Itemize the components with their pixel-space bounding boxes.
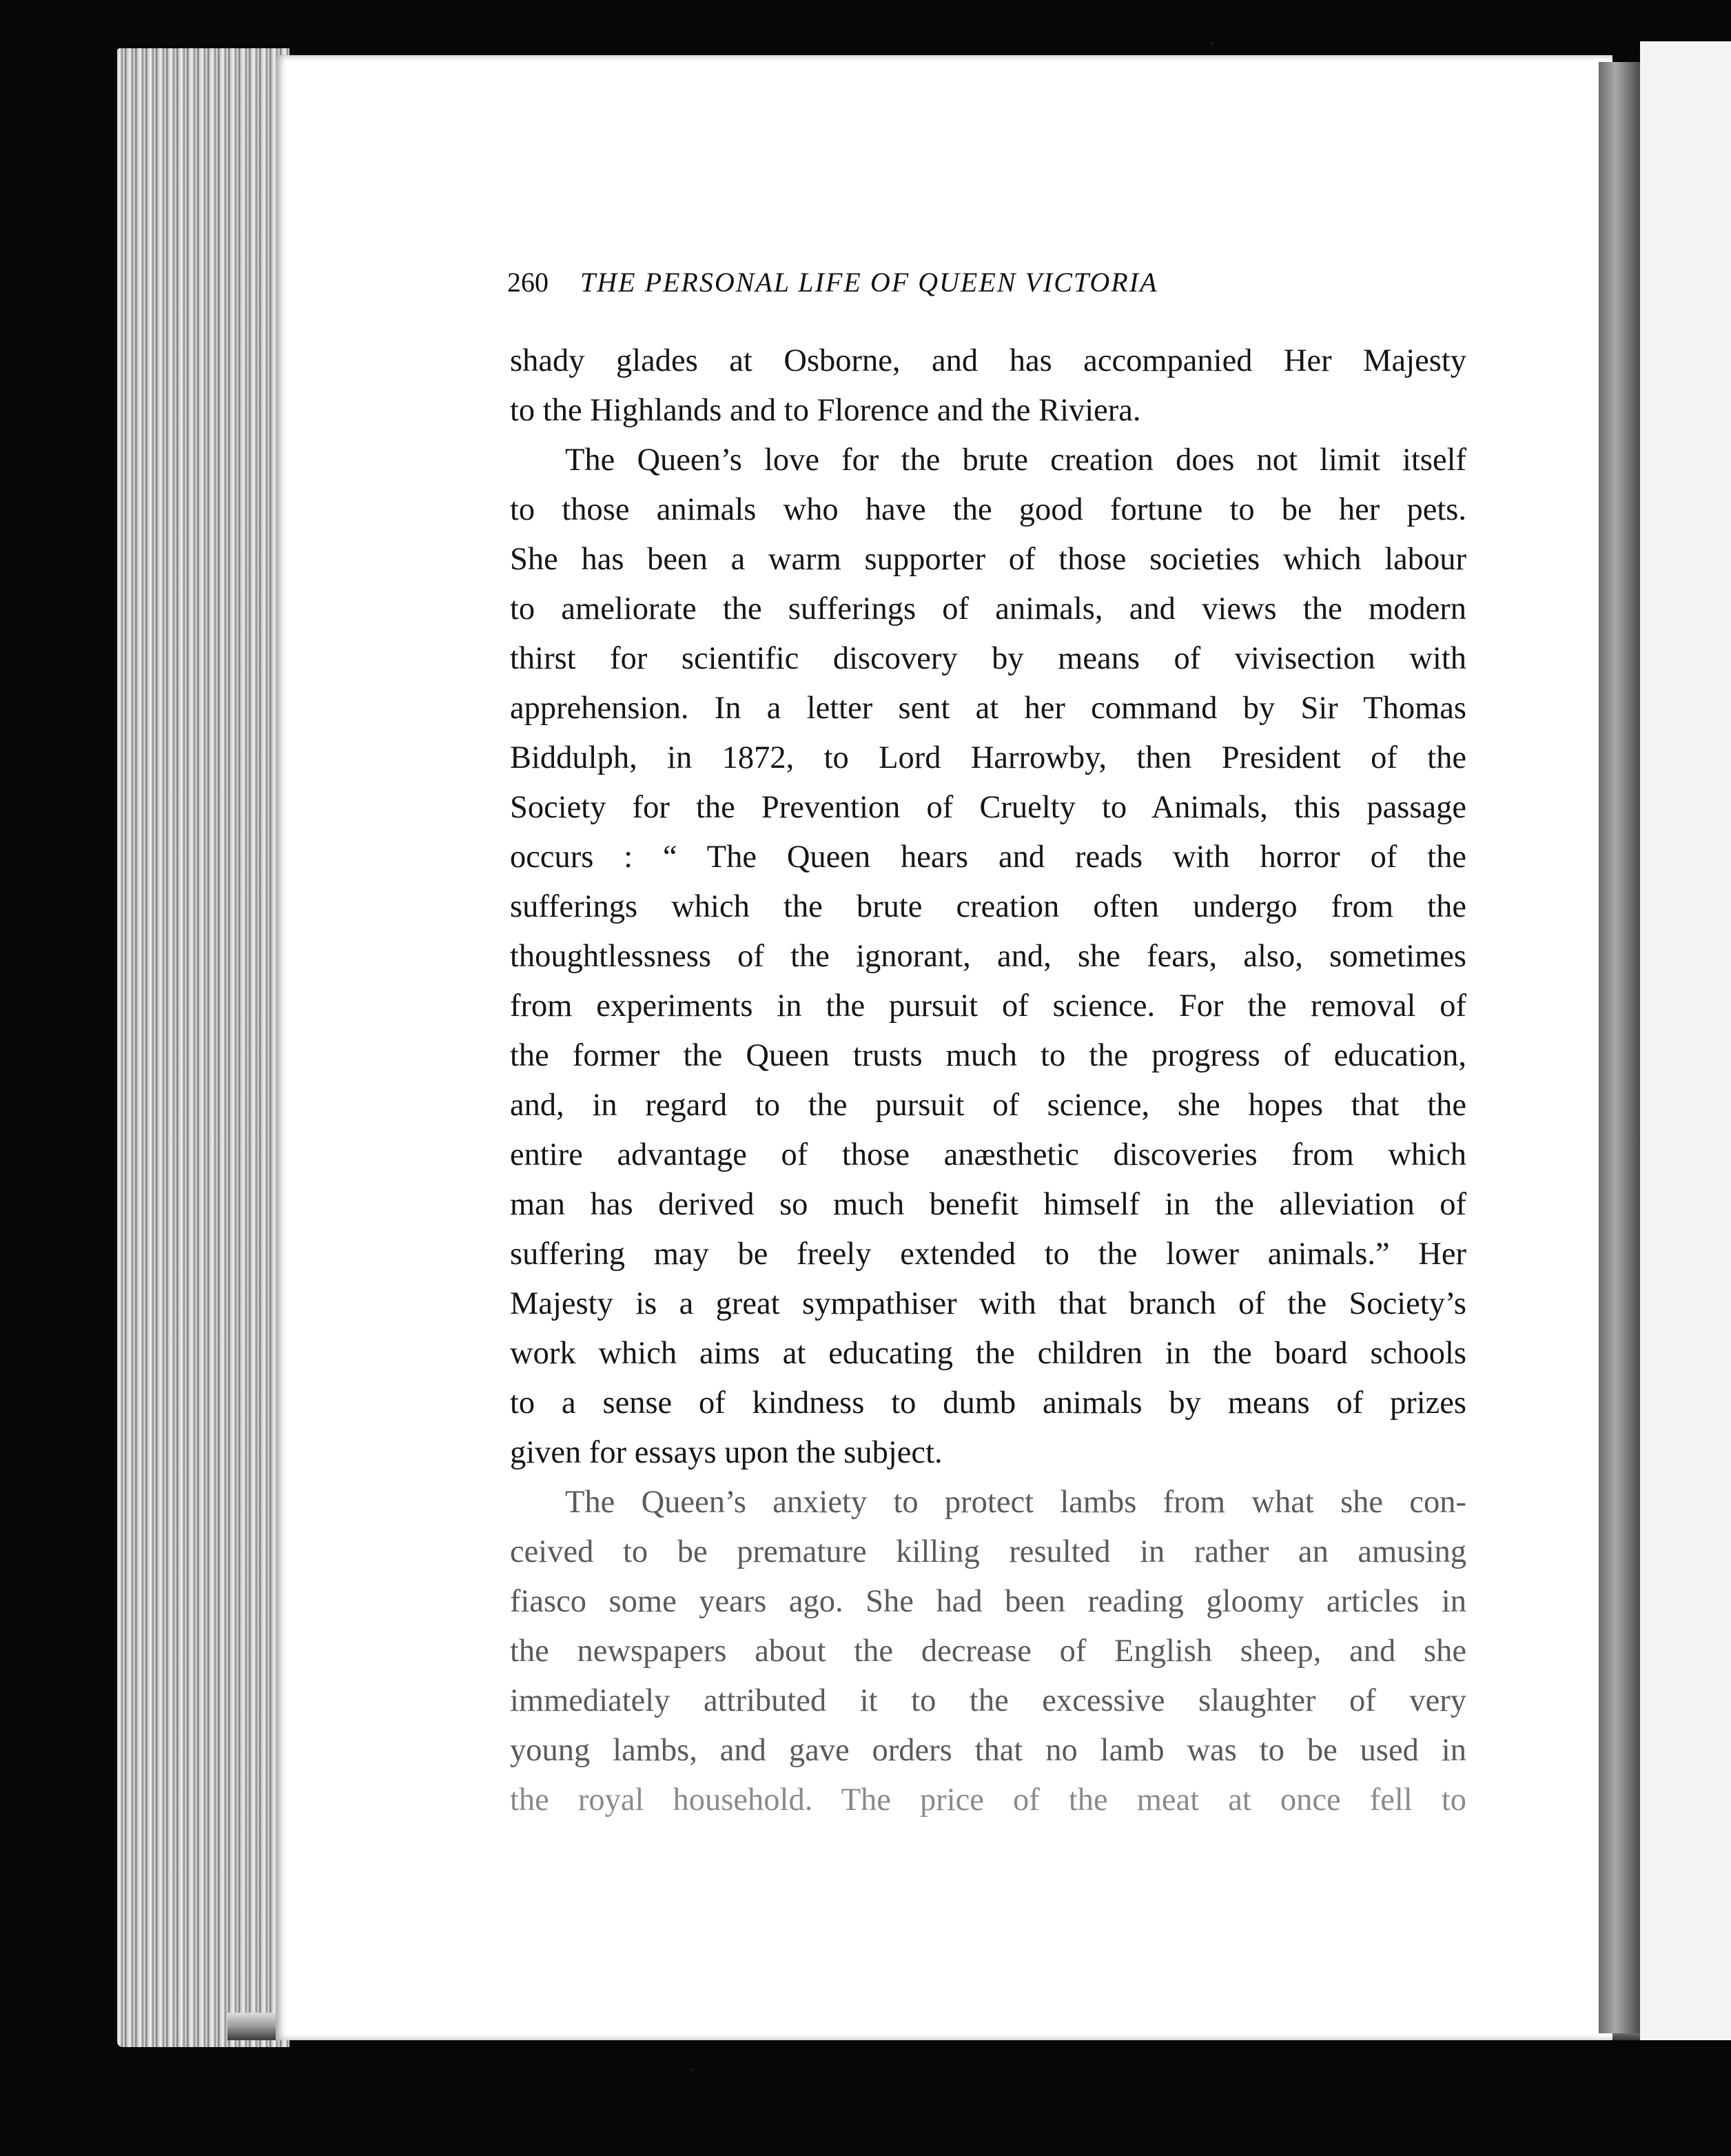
text-line: sufferings which the brute creation often undergo from the [510,889,1466,924]
text-line: occurs : “ The Queen hears and reads with horror of the [510,840,1466,875]
text-line: ceived to be premature killing resulted in rather an amusing [510,1534,1466,1569]
text-line: to ameliorate the sufferings of animals, and views the modern [510,591,1466,627]
text-line: immediately attributed it to the excessive slaughter of very [510,1683,1466,1718]
text-line: The Queen’s love for the brute creation does not limit itself [565,443,1466,478]
text-line: man has derived so much benefit himself in the alleviation of [510,1187,1466,1222]
text-line: the royal household. The price of the meat at once fell to [510,1782,1466,1818]
book-page-edges [117,48,289,2047]
text-line: work which aims at educating the children in the board schools [510,1336,1466,1371]
text-line: to those animals who have the good fortune to be her pets. [510,492,1466,527]
text-line: Society for the Prevention of Cruelty to Animals, this passage [510,790,1466,825]
text-line: fiasco some years ago. She had been reading gloomy articles in [510,1584,1466,1619]
text-line: the newspapers about the decrease of English sheep, and she [510,1634,1466,1669]
text-line: suffering may be freely extended to the lower animals.” Her [510,1237,1466,1272]
running-title: THE PERSONAL LIFE OF QUEEN VICTORIA [580,267,1158,298]
text-line: The Queen’s anxiety to protect lambs from what she con- [565,1485,1466,1520]
text-line: Biddulph, in 1872, to Lord Harrowby, then President of the [510,740,1466,775]
text-line: and, in regard to the pursuit of science, she hopes that the [510,1088,1466,1123]
text-line: from experiments in the pursuit of science. For the removal of [510,988,1466,1024]
book-gutter [1599,62,1640,2033]
text-line: entire advantage of those anæsthetic discoveries from which [510,1137,1466,1172]
text-line: thirst for scientific discovery by means of vivisection with [510,641,1466,676]
text-line: to a sense of kindness to dumb animals by means of prizes [510,1385,1466,1421]
text-line: young lambs, and gave orders that no lamb was to be used in [510,1733,1466,1768]
text-line: She has been a warm supporter of those societies which labour [510,542,1466,577]
text-line: thoughtlessness of the ignorant, and, she fears, also, sometimes [510,939,1466,974]
running-head [507,266,1362,307]
text-line: apprehension. In a letter sent at her command by Sir Thomas [510,691,1466,726]
text-line: Majesty is a great sympathiser with that branch of the Society’s [510,1286,1466,1321]
page-number: 260 [507,267,549,298]
text-line: shady glades at Osborne, and has accompanied Her Majesty [510,343,1466,378]
text-line: given for essays upon the subject. [510,1435,943,1470]
text-line: to the Highlands and to Florence and the Riviera. [510,393,1141,428]
text-line: the former the Queen trusts much to the progress of education, [510,1038,1466,1073]
body-text [510,336,1466,1825]
facing-page-edge [1640,41,1731,2040]
